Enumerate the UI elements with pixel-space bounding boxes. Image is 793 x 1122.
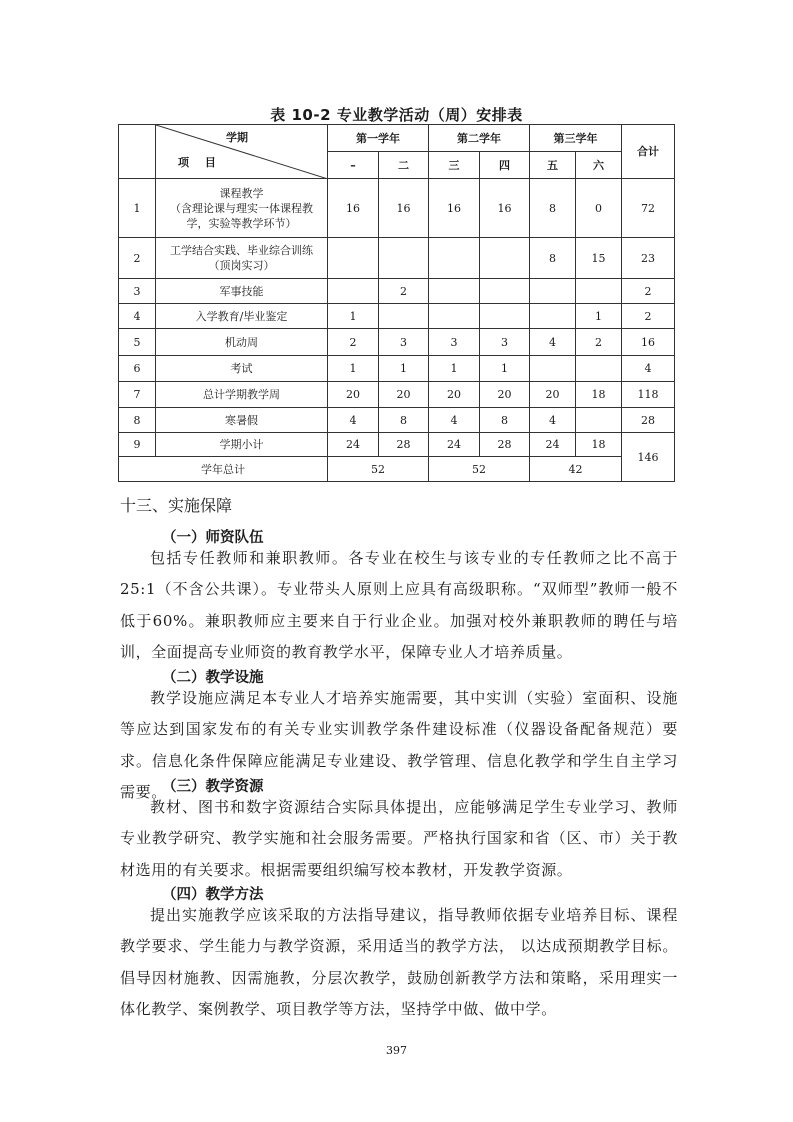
- row-item: [156, 179, 328, 238]
- row-item: 入学教育/毕业鉴定: [156, 304, 328, 329]
- cell-value: [328, 238, 379, 279]
- cell-value: 3: [379, 329, 429, 356]
- row-item: 寒暑假: [156, 408, 328, 433]
- row-number: 3: [119, 279, 156, 304]
- year-header: 第三学年: [530, 125, 622, 152]
- cell-value: [576, 408, 622, 433]
- row-item: [156, 238, 328, 279]
- cell-total: 16: [622, 329, 675, 356]
- row-number: 2: [119, 238, 156, 279]
- cell-value: 3: [429, 329, 480, 356]
- cell-value: [530, 279, 576, 304]
- cell-value: 16: [480, 179, 530, 238]
- cell-value: 4: [530, 329, 576, 356]
- table-row: [119, 279, 675, 304]
- row-item-note: （顶岗实习）: [208, 259, 275, 272]
- year-total-value: 52: [328, 457, 429, 482]
- cell-value: 24: [328, 433, 379, 457]
- cell-value: 20: [379, 382, 429, 408]
- cell-value: 3: [480, 329, 530, 356]
- row-item: 考试: [156, 356, 328, 382]
- cell-value: [530, 356, 576, 382]
- cell-value: 20: [530, 382, 576, 408]
- cell-value: 15: [576, 238, 622, 279]
- row-number: 7: [119, 382, 156, 408]
- table-title: 表 10-2 专业教学活动（周）安排表: [270, 106, 523, 124]
- cell-value: [480, 279, 530, 304]
- cell-value: 28: [480, 433, 530, 457]
- semester-header: 五: [530, 152, 576, 179]
- cell-value: [480, 304, 530, 329]
- table-row: [119, 356, 675, 382]
- year-total-value: 42: [530, 457, 622, 482]
- cell-value: 16: [328, 179, 379, 238]
- row-item: 军事技能: [156, 279, 328, 304]
- subsection-heading: （三）教学资源: [162, 779, 264, 795]
- cell-value: [429, 279, 480, 304]
- cell-value: [379, 304, 429, 329]
- cell-value: 1: [328, 356, 379, 382]
- term-label: 学期: [226, 131, 248, 144]
- table-row: [119, 238, 675, 279]
- subsection-heading: （四）教学方法: [162, 887, 264, 903]
- cell-value: [429, 304, 480, 329]
- cell-value: 28: [379, 433, 429, 457]
- cell-value: 24: [429, 433, 480, 457]
- table-row: [119, 382, 675, 408]
- row-item-note: （含理论课与理实一体课程教学，实验等教学环节）: [170, 201, 313, 230]
- paragraph: 提出实施教学应该采取的方法指导建议，指导教师依据专业培养目标、课程教学要求、学生能力与教学资源，采用适当的教学方法， 以达成预期教学目标。倡导因材施教、因需施教，分层次教学，鼓励创新教学方法和策略，采用理实一体化教学、案例教学、项目教学等方法，坚持学中做、做中学。: [120, 906, 678, 1018]
- cell-value: 2: [576, 329, 622, 356]
- table-row: [119, 433, 675, 457]
- cell-total: 4: [622, 356, 675, 382]
- cell-value: 16: [379, 179, 429, 238]
- cell-value: 1: [429, 356, 480, 382]
- item-label: 项 目: [178, 156, 222, 169]
- cell-value: 20: [480, 382, 530, 408]
- paragraph: 教学设施应满足本专业人才培养实施需要，其中实训（实验）室面积、设施等应达到国家发布的有关专业实训教学条件建设标准（仪器设备配备规范）要求。信息化条件保障应能满足专业建设、教学管理、信息化教学和学生自主学习需要。: [120, 689, 678, 801]
- year-total-row: [119, 457, 675, 482]
- cell-value: 18: [576, 433, 622, 457]
- row-item: 总计学期教学周: [156, 382, 328, 408]
- cell-value: 20: [328, 382, 379, 408]
- cell-value: [379, 238, 429, 279]
- total-header: 合计: [622, 125, 675, 179]
- semester-header: 四: [480, 152, 530, 179]
- cell-value: [480, 238, 530, 279]
- row-item: 机动周: [156, 329, 328, 356]
- semester-header: 三: [429, 152, 480, 179]
- cell-value: 20: [429, 382, 480, 408]
- cell-value: 24: [530, 433, 576, 457]
- table-row: [119, 304, 675, 329]
- cell-value: 8: [379, 408, 429, 433]
- cell-value: [429, 238, 480, 279]
- section-heading: 十三、实施保障: [120, 496, 233, 515]
- cell-value: 1: [480, 356, 530, 382]
- cell-value: 1: [379, 356, 429, 382]
- cell-total: 72: [622, 179, 675, 238]
- subsection-heading: （二）教学设施: [162, 670, 264, 686]
- row-number: 9: [119, 433, 156, 457]
- cell-value: 4: [328, 408, 379, 433]
- row-item: 学期小计: [156, 433, 328, 457]
- cell-total: 118: [622, 382, 675, 408]
- header-diagonal-cell: [156, 125, 328, 179]
- paragraph: 教材、图书和数字资源结合实际具体提出，应能够满足学生专业学习、教师专业教学研究、教学实施和社会服务需要。严格执行国家和省（区、市）关于教材选用的有关要求。根据需要组织编写校本教材，开发教学资源。: [120, 798, 678, 879]
- semester-header: –: [328, 152, 379, 179]
- semester-header: 二: [379, 152, 429, 179]
- cell-value: 1: [576, 304, 622, 329]
- schedule-table: [118, 124, 675, 482]
- year-header: 第一学年: [328, 125, 429, 152]
- cell-total: 28: [622, 408, 675, 433]
- cell-value: [576, 279, 622, 304]
- cell-value: [576, 356, 622, 382]
- year-header: 第二学年: [429, 125, 530, 152]
- row-number: 4: [119, 304, 156, 329]
- cell-value: 8: [530, 179, 576, 238]
- cell-value: [328, 279, 379, 304]
- cell-value: 18: [576, 382, 622, 408]
- subsection-heading: （一）师资队伍: [162, 530, 264, 546]
- table-row: [119, 329, 675, 356]
- year-total-label: 学年总计: [119, 457, 328, 482]
- cell-value: 8: [530, 238, 576, 279]
- year-total-value: 52: [429, 457, 530, 482]
- cell-total: 2: [622, 279, 675, 304]
- cell-value: 2: [379, 279, 429, 304]
- row-number: 6: [119, 356, 156, 382]
- cell-value: 16: [429, 179, 480, 238]
- cell-value: 0: [576, 179, 622, 238]
- cell-total: 23: [622, 238, 675, 279]
- paragraph: 包括专任教师和兼职教师。各专业在校生与该专业的专任教师之比不高于25:1（不含公共课）。专业带头人原则上应具有高级职称。“双师型”教师一般不低于60%。兼职教师应主要来自于行业企业。加强对校外兼职教师的聘任与培训，全面提高专业师资的教育教学水平，保障专业人才培养质量。: [120, 549, 678, 661]
- table-row: [119, 408, 675, 433]
- row-number: 1: [119, 179, 156, 238]
- cell-value: 2: [328, 329, 379, 356]
- row-number: 8: [119, 408, 156, 433]
- cell-value: 8: [480, 408, 530, 433]
- table-row: [119, 179, 675, 238]
- row-number: 5: [119, 329, 156, 356]
- row-item-title: 工学结合实践、毕业综合训练: [170, 244, 313, 257]
- cell-total: 146: [622, 433, 675, 482]
- cell-value: [530, 304, 576, 329]
- header-corner: [119, 125, 156, 179]
- row-item-title: 课程教学: [219, 186, 264, 200]
- cell-value: 1: [328, 304, 379, 329]
- cell-value: 4: [530, 408, 576, 433]
- cell-total: 2: [622, 304, 675, 329]
- cell-value: 4: [429, 408, 480, 433]
- page-number: 397: [386, 1044, 407, 1057]
- semester-header: 六: [576, 152, 622, 179]
